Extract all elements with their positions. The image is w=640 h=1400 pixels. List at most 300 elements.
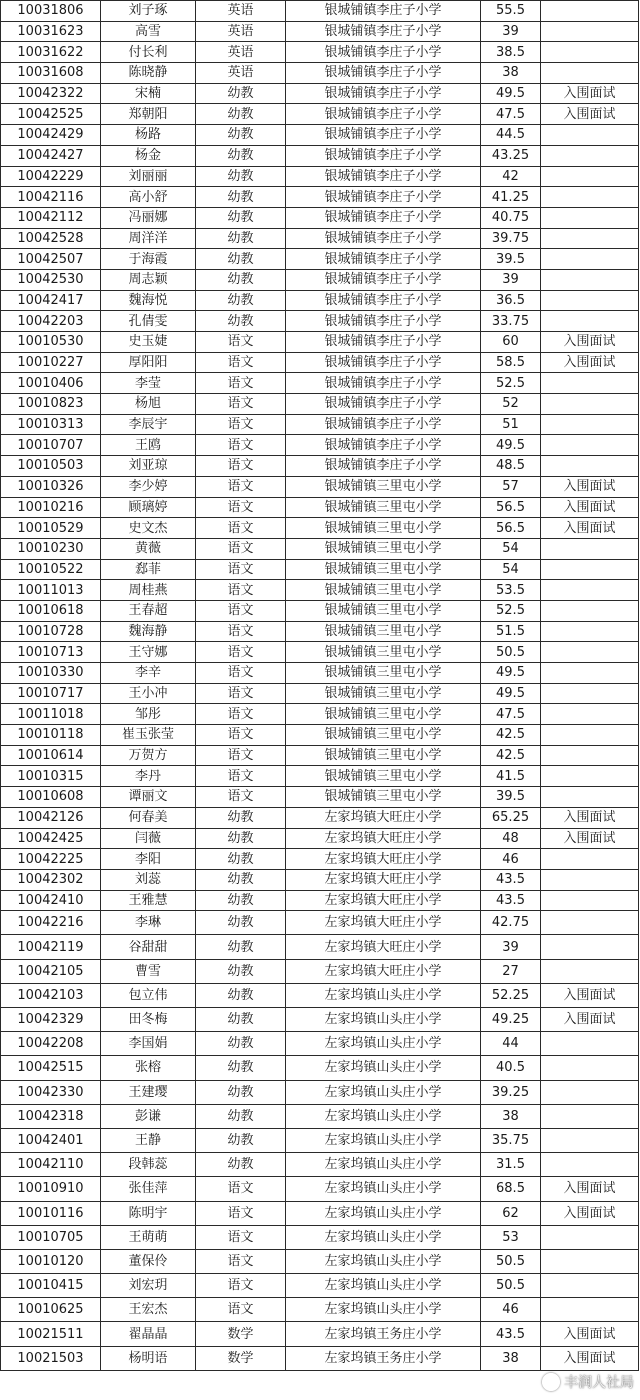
cell-id: 10010216 [1, 497, 101, 518]
cell-result [541, 145, 639, 166]
circle-logo-icon [542, 1373, 560, 1391]
cell-school: 银城铺镇三里屯小学 [286, 642, 481, 663]
cell-subject: 语文 [196, 1274, 286, 1298]
cell-score: 52.5 [481, 373, 541, 394]
cell-name: 杨旭 [101, 394, 196, 415]
cell-result [541, 1104, 639, 1128]
table-row [1, 42, 639, 63]
table-row [1, 983, 639, 1007]
cell-school: 左家坞镇大旺庄小学 [286, 935, 481, 959]
cell-subject: 幼教 [196, 311, 286, 332]
cell-name: 顾璃婷 [101, 497, 196, 518]
cell-score: 54 [481, 538, 541, 559]
cell-subject: 语文 [196, 683, 286, 704]
cell-id: 10042330 [1, 1080, 101, 1104]
cell-id: 10010910 [1, 1177, 101, 1201]
cell-school: 银城铺镇李庄子小学 [286, 1, 481, 22]
cell-result [541, 890, 639, 911]
cell-name: 王萌萌 [101, 1225, 196, 1249]
cell-school: 银城铺镇三里屯小学 [286, 580, 481, 601]
cell-score: 52.5 [481, 600, 541, 621]
cell-school: 左家坞镇大旺庄小学 [286, 869, 481, 890]
cell-subject: 幼教 [196, 807, 286, 828]
cell-school: 左家坞镇山头庄小学 [286, 1201, 481, 1225]
cell-score: 55.5 [481, 1, 541, 22]
cell-school: 左家坞镇大旺庄小学 [286, 849, 481, 870]
cell-subject: 幼教 [196, 1153, 286, 1177]
watermark-text: 丰润人社局 [564, 1375, 634, 1391]
table-row [1, 1104, 639, 1128]
cell-id: 10031608 [1, 63, 101, 84]
cell-id: 10010230 [1, 538, 101, 559]
cell-name: 董保伶 [101, 1249, 196, 1273]
cell-id: 10042528 [1, 228, 101, 249]
table-row [1, 1298, 639, 1322]
table-row [1, 518, 639, 539]
cell-result [541, 21, 639, 42]
cell-name: 王宏杰 [101, 1298, 196, 1322]
table-row [1, 828, 639, 849]
cell-school: 银城铺镇李庄子小学 [286, 373, 481, 394]
cell-subject: 数学 [196, 1346, 286, 1370]
table-row [1, 807, 639, 828]
cell-school: 银城铺镇三里屯小学 [286, 476, 481, 497]
cell-name: 魏海悦 [101, 290, 196, 311]
cell-result [541, 1128, 639, 1152]
cell-school: 银城铺镇李庄子小学 [286, 269, 481, 290]
cell-subject: 幼教 [196, 911, 286, 935]
cell-school: 左家坞镇山头庄小学 [286, 1177, 481, 1201]
cell-subject: 语文 [196, 373, 286, 394]
cell-subject: 语文 [196, 518, 286, 539]
cell-id: 10021511 [1, 1322, 101, 1346]
table-row [1, 394, 639, 415]
cell-school: 银城铺镇李庄子小学 [286, 21, 481, 42]
table-row [1, 1008, 639, 1032]
cell-id: 10042318 [1, 1104, 101, 1128]
table-row [1, 187, 639, 208]
cell-score: 42.5 [481, 725, 541, 746]
cell-name: 刘丽丽 [101, 166, 196, 187]
cell-id: 10042302 [1, 869, 101, 890]
cell-school: 左家坞镇大旺庄小学 [286, 807, 481, 828]
cell-id: 10010705 [1, 1225, 101, 1249]
table-row [1, 332, 639, 353]
cell-result: 入围面试 [541, 497, 639, 518]
cell-school: 左家坞镇山头庄小学 [286, 1298, 481, 1322]
cell-id: 10042203 [1, 311, 101, 332]
table-row [1, 456, 639, 477]
table-row [1, 207, 639, 228]
cell-subject: 语文 [196, 497, 286, 518]
cell-id: 10010625 [1, 1298, 101, 1322]
cell-name: 万贺方 [101, 745, 196, 766]
table-row [1, 642, 639, 663]
cell-subject: 英语 [196, 21, 286, 42]
cell-subject: 英语 [196, 1, 286, 22]
cell-score: 53 [481, 1225, 541, 1249]
cell-id: 10010315 [1, 766, 101, 787]
table-row [1, 435, 639, 456]
cell-name: 史玉婕 [101, 332, 196, 353]
cell-subject: 语文 [196, 787, 286, 808]
cell-name: 谭丽文 [101, 787, 196, 808]
cell-subject: 幼教 [196, 187, 286, 208]
cell-name: 邹彤 [101, 704, 196, 725]
cell-score: 65.25 [481, 807, 541, 828]
cell-name: 田冬梅 [101, 1008, 196, 1032]
cell-id: 10010313 [1, 414, 101, 435]
cell-school: 银城铺镇李庄子小学 [286, 207, 481, 228]
table-row [1, 373, 639, 394]
cell-id: 10010522 [1, 559, 101, 580]
cell-subject: 幼教 [196, 890, 286, 911]
cell-school: 银城铺镇李庄子小学 [286, 42, 481, 63]
cell-score: 49.5 [481, 683, 541, 704]
cell-subject: 语文 [196, 1177, 286, 1201]
cell-name: 郄菲 [101, 559, 196, 580]
cell-result: 入围面试 [541, 332, 639, 353]
table-row [1, 166, 639, 187]
table-row [1, 145, 639, 166]
table-row [1, 1322, 639, 1346]
cell-result [541, 1056, 639, 1080]
cell-school: 银城铺镇李庄子小学 [286, 290, 481, 311]
cell-subject: 英语 [196, 42, 286, 63]
cell-id: 10042417 [1, 290, 101, 311]
cell-school: 左家坞镇山头庄小学 [286, 1128, 481, 1152]
cell-school: 左家坞镇山头庄小学 [286, 1104, 481, 1128]
table-row [1, 580, 639, 601]
cell-school: 左家坞镇王务庄小学 [286, 1322, 481, 1346]
cell-score: 35.75 [481, 1128, 541, 1152]
cell-score: 42 [481, 166, 541, 187]
cell-name: 宋楠 [101, 83, 196, 104]
cell-name: 陈晓静 [101, 63, 196, 84]
table-row [1, 311, 639, 332]
cell-result [541, 166, 639, 187]
cell-id: 10042208 [1, 1032, 101, 1056]
cell-result [541, 1274, 639, 1298]
table-row [1, 1201, 639, 1225]
cell-subject: 幼教 [196, 869, 286, 890]
table-row [1, 959, 639, 983]
cell-result [541, 849, 639, 870]
cell-id: 10010118 [1, 725, 101, 746]
cell-name: 李辛 [101, 663, 196, 684]
cell-result [541, 187, 639, 208]
cell-school: 银城铺镇李庄子小学 [286, 311, 481, 332]
table-row [1, 476, 639, 497]
cell-subject: 语文 [196, 1201, 286, 1225]
cell-name: 史文杰 [101, 518, 196, 539]
cell-subject: 幼教 [196, 104, 286, 125]
cell-name: 张榕 [101, 1056, 196, 1080]
cell-school: 银城铺镇李庄子小学 [286, 352, 481, 373]
cell-result [541, 1249, 639, 1273]
cell-name: 高雪 [101, 21, 196, 42]
cell-score: 36.5 [481, 290, 541, 311]
cell-school: 银城铺镇三里屯小学 [286, 725, 481, 746]
cell-subject: 幼教 [196, 1104, 286, 1128]
cell-school: 银城铺镇三里屯小学 [286, 787, 481, 808]
cell-school: 银城铺镇三里屯小学 [286, 559, 481, 580]
cell-subject: 幼教 [196, 983, 286, 1007]
table-row [1, 104, 639, 125]
cell-subject: 语文 [196, 621, 286, 642]
cell-subject: 幼教 [196, 290, 286, 311]
cell-score: 33.75 [481, 311, 541, 332]
cell-name: 刘亚琼 [101, 456, 196, 477]
cell-result [541, 559, 639, 580]
cell-result [541, 704, 639, 725]
cell-score: 47.5 [481, 704, 541, 725]
table-row [1, 600, 639, 621]
cell-name: 王雅慧 [101, 890, 196, 911]
cell-score: 53.5 [481, 580, 541, 601]
table-row [1, 1225, 639, 1249]
cell-school: 左家坞镇大旺庄小学 [286, 959, 481, 983]
cell-score: 39.5 [481, 249, 541, 270]
cell-score: 54 [481, 559, 541, 580]
cell-score: 41.25 [481, 187, 541, 208]
cell-name: 曹雪 [101, 959, 196, 983]
cell-name: 王建璎 [101, 1080, 196, 1104]
cell-result: 入围面试 [541, 518, 639, 539]
cell-score: 42.75 [481, 911, 541, 935]
cell-score: 46 [481, 849, 541, 870]
table-row [1, 1346, 639, 1370]
cell-id: 10042410 [1, 890, 101, 911]
cell-score: 40.5 [481, 1056, 541, 1080]
cell-school: 左家坞镇大旺庄小学 [286, 828, 481, 849]
cell-result [541, 414, 639, 435]
cell-name: 刘宏玥 [101, 1274, 196, 1298]
cell-id: 10042112 [1, 207, 101, 228]
table-row [1, 1177, 639, 1201]
cell-score: 60 [481, 332, 541, 353]
cell-score: 50.5 [481, 642, 541, 663]
cell-result [541, 1, 639, 22]
cell-school: 银城铺镇李庄子小学 [286, 83, 481, 104]
cell-result [541, 207, 639, 228]
cell-id: 10010614 [1, 745, 101, 766]
table-row [1, 1128, 639, 1152]
table-row [1, 21, 639, 42]
cell-result [541, 228, 639, 249]
cell-id: 10010227 [1, 352, 101, 373]
cell-result [541, 580, 639, 601]
cell-school: 左家坞镇山头庄小学 [286, 1008, 481, 1032]
cell-subject: 幼教 [196, 849, 286, 870]
cell-id: 10010116 [1, 1201, 101, 1225]
cell-score: 39 [481, 269, 541, 290]
cell-id: 10010503 [1, 456, 101, 477]
cell-name: 王鸥 [101, 435, 196, 456]
cell-school: 银城铺镇三里屯小学 [286, 518, 481, 539]
table-row [1, 1032, 639, 1056]
cell-score: 31.5 [481, 1153, 541, 1177]
cell-name: 段韩蕊 [101, 1153, 196, 1177]
cell-school: 银城铺镇三里屯小学 [286, 600, 481, 621]
cell-subject: 语文 [196, 394, 286, 415]
cell-score: 39 [481, 21, 541, 42]
cell-subject: 幼教 [196, 83, 286, 104]
cell-score: 27 [481, 959, 541, 983]
cell-score: 56.5 [481, 518, 541, 539]
cell-result [541, 373, 639, 394]
cell-subject: 幼教 [196, 1056, 286, 1080]
cell-result [541, 600, 639, 621]
cell-subject: 语文 [196, 414, 286, 435]
cell-subject: 幼教 [196, 207, 286, 228]
cell-score: 49.5 [481, 663, 541, 684]
cell-subject: 幼教 [196, 145, 286, 166]
cell-school: 左家坞镇山头庄小学 [286, 1274, 481, 1298]
cell-subject: 英语 [196, 63, 286, 84]
cell-name: 李阳 [101, 849, 196, 870]
cell-result [541, 456, 639, 477]
table-row [1, 269, 639, 290]
cell-score: 58.5 [481, 352, 541, 373]
cell-id: 10042525 [1, 104, 101, 125]
cell-subject: 幼教 [196, 1128, 286, 1152]
cell-id: 10011018 [1, 704, 101, 725]
cell-id: 10042515 [1, 1056, 101, 1080]
cell-school: 左家坞镇王务庄小学 [286, 1346, 481, 1370]
cell-school: 银城铺镇三里屯小学 [286, 538, 481, 559]
cell-school: 左家坞镇山头庄小学 [286, 1225, 481, 1249]
cell-name: 闫薇 [101, 828, 196, 849]
cell-subject: 语文 [196, 704, 286, 725]
cell-result [541, 1298, 639, 1322]
cell-score: 44.5 [481, 125, 541, 146]
cell-id: 10031622 [1, 42, 101, 63]
cell-score: 47.5 [481, 104, 541, 125]
cell-school: 银城铺镇三里屯小学 [286, 497, 481, 518]
cell-name: 魏海静 [101, 621, 196, 642]
cell-id: 10042116 [1, 187, 101, 208]
table-row [1, 1080, 639, 1104]
table-row [1, 497, 639, 518]
cell-name: 彭谦 [101, 1104, 196, 1128]
cell-school: 银城铺镇三里屯小学 [286, 663, 481, 684]
table-row [1, 1153, 639, 1177]
table-row [1, 663, 639, 684]
cell-subject: 语文 [196, 766, 286, 787]
cell-name: 刘子琢 [101, 1, 196, 22]
cell-school: 银城铺镇李庄子小学 [286, 228, 481, 249]
watermark [542, 1372, 634, 1392]
cell-subject: 语文 [196, 559, 286, 580]
cell-school: 银城铺镇李庄子小学 [286, 249, 481, 270]
cell-id: 10042105 [1, 959, 101, 983]
cell-score: 42.5 [481, 745, 541, 766]
cell-result: 入围面试 [541, 1322, 639, 1346]
cell-school: 左家坞镇山头庄小学 [286, 1080, 481, 1104]
cell-score: 43.5 [481, 890, 541, 911]
cell-school: 银城铺镇三里屯小学 [286, 621, 481, 642]
cell-subject: 语文 [196, 745, 286, 766]
cell-score: 56.5 [481, 497, 541, 518]
cell-school: 银城铺镇李庄子小学 [286, 125, 481, 146]
cell-id: 10010618 [1, 600, 101, 621]
cell-id: 10010728 [1, 621, 101, 642]
cell-school: 银城铺镇李庄子小学 [286, 166, 481, 187]
cell-result [541, 725, 639, 746]
table-row [1, 125, 639, 146]
table-row [1, 849, 639, 870]
table-row [1, 704, 639, 725]
cell-subject: 语文 [196, 642, 286, 663]
cell-score: 40.75 [481, 207, 541, 228]
cell-school: 左家坞镇山头庄小学 [286, 983, 481, 1007]
cell-school: 左家坞镇山头庄小学 [286, 1153, 481, 1177]
cell-school: 银城铺镇李庄子小学 [286, 63, 481, 84]
cell-name: 李少婷 [101, 476, 196, 497]
cell-id: 10042110 [1, 1153, 101, 1177]
cell-result [541, 249, 639, 270]
cell-result: 入围面试 [541, 828, 639, 849]
cell-score: 43.5 [481, 1322, 541, 1346]
cell-id: 10010713 [1, 642, 101, 663]
table-row [1, 1249, 639, 1273]
cell-subject: 数学 [196, 1322, 286, 1346]
cell-subject: 幼教 [196, 828, 286, 849]
table-row [1, 228, 639, 249]
cell-id: 10042329 [1, 1008, 101, 1032]
cell-subject: 语文 [196, 725, 286, 746]
cell-name: 黄薇 [101, 538, 196, 559]
cell-name: 王春超 [101, 600, 196, 621]
cell-subject: 幼教 [196, 1080, 286, 1104]
cell-score: 52 [481, 394, 541, 415]
cell-id: 10010529 [1, 518, 101, 539]
cell-result [541, 1032, 639, 1056]
cell-score: 51.5 [481, 621, 541, 642]
cell-result [541, 1080, 639, 1104]
table-row [1, 290, 639, 311]
cell-name: 陈明宇 [101, 1201, 196, 1225]
cell-result: 入围面试 [541, 352, 639, 373]
cell-result: 入围面试 [541, 1177, 639, 1201]
cell-result [541, 621, 639, 642]
cell-name: 厚阳阳 [101, 352, 196, 373]
cell-school: 左家坞镇山头庄小学 [286, 1249, 481, 1273]
cell-score: 48.5 [481, 456, 541, 477]
cell-subject: 幼教 [196, 959, 286, 983]
table-row [1, 766, 639, 787]
cell-subject: 语文 [196, 600, 286, 621]
cell-score: 43.25 [481, 145, 541, 166]
cell-result: 入围面试 [541, 983, 639, 1007]
cell-school: 银城铺镇李庄子小学 [286, 456, 481, 477]
cell-subject: 语文 [196, 1249, 286, 1273]
cell-result: 入围面试 [541, 1346, 639, 1370]
table-row [1, 890, 639, 911]
cell-name: 杨金 [101, 145, 196, 166]
cell-subject: 幼教 [196, 228, 286, 249]
cell-result: 入围面试 [541, 476, 639, 497]
cell-school: 银城铺镇李庄子小学 [286, 414, 481, 435]
cell-id: 10042103 [1, 983, 101, 1007]
cell-id: 10031806 [1, 1, 101, 22]
cell-score: 44 [481, 1032, 541, 1056]
cell-subject: 幼教 [196, 1032, 286, 1056]
table-row [1, 1056, 639, 1080]
cell-school: 银城铺镇李庄子小学 [286, 187, 481, 208]
cell-subject: 语文 [196, 1298, 286, 1322]
